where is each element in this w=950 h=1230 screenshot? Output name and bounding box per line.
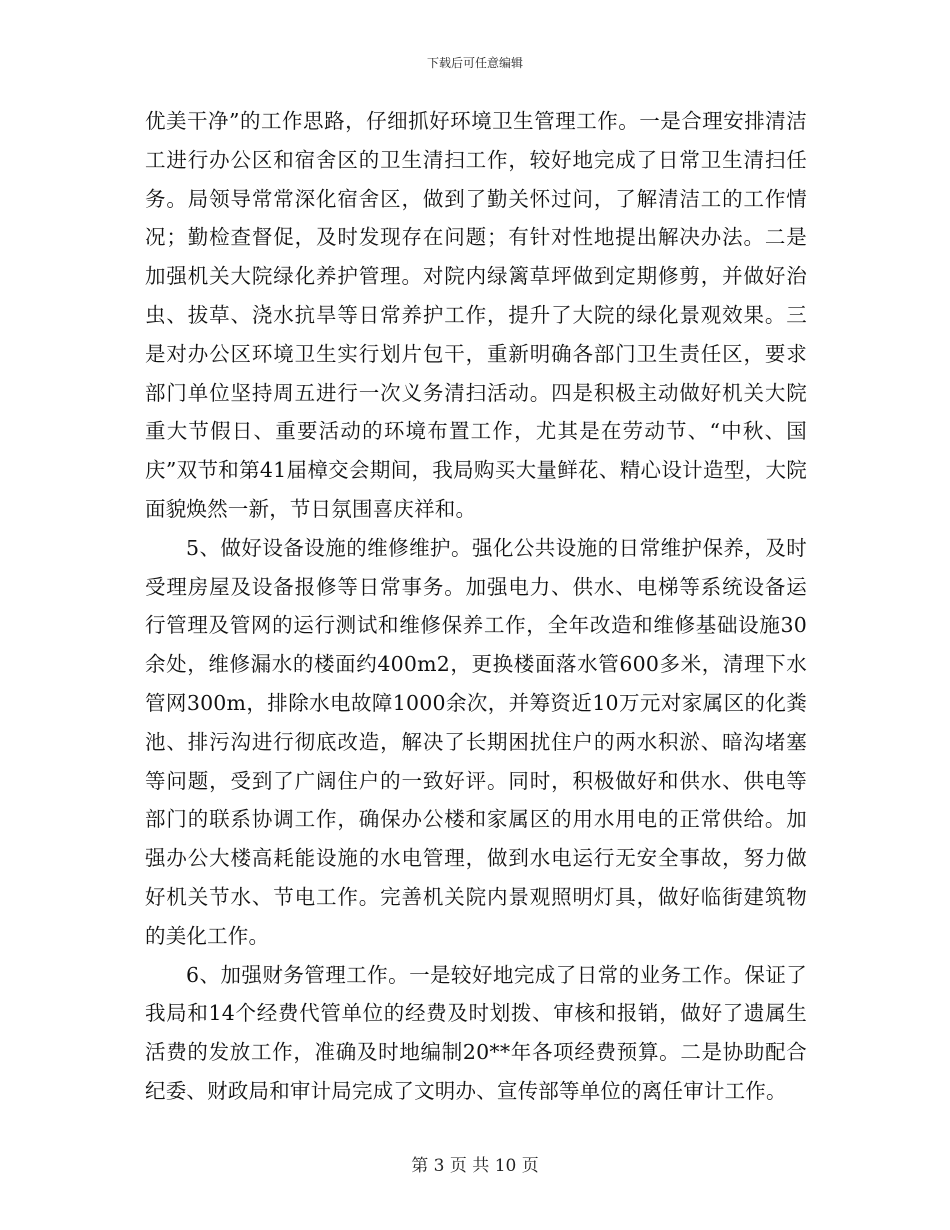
paragraph-environment: 优美干净”的工作思路，仔细抓好环境卫生管理工作。一是合理安排清洁工进行办公区和宿舍区的卫生清扫工作，较好地完成了日常卫生清扫任务。局领导常常深化宿舍区，做到了勤关怀过问，了解清洁工的工作情况；勤检查督促，及时发现存在问题；有针对性地提出解决办法。二是加强机关大院绿化养护管理。对院内绿篱草坪做到定期修剪，并做好治虫、拔草、浇水抗旱等日常养护工作，提升了大院的绿化景观效果。三是对办公区环境卫生实行划片包干，重新明确各部门卫生责任区，要求部门单位坚持周五进行一次义务清扫活动。四是积极主动做好机关大院重大节假日、重要活动的环境布置工作，尤其是在劳动节、“中秋、国庆”双节和第41届樟交会期间，我局购买大量鲜花、精心设计造型，大院面貌焕然一新，节日氛围喜庆祥和。 — [145, 109, 807, 521]
document-body — [145, 102, 807, 1111]
paragraph-finance: 6、加强财务管理工作。一是较好地完成了日常的业务工作。保证了我局和14个经费代管单位的经费及时划拨、审核和报销，做好了遗属生活费的发放工作，准确及时地编制20**年各项经费预算。二是协助配合纪委、财政局和审计局完成了文明办、宣传部等单位的离任审计工作。 — [145, 962, 807, 1103]
paragraph-maintenance: 5、做好设备设施的维修维护。强化公共设施的日常维护保养，及时受理房屋及设备报修等日常事务。加强电力、供水、电梯等系统设备运行管理及管网的运行测试和维修保养工作，全年改造和维修基础设施30余处，维修漏水的楼面约400m2，更换楼面落水管600多米，清理下水管网300m，排除水电故障1000余次，并筹资近10万元对家属区的化粪池、排污沟进行彻底改造，解决了长期困扰住户的两水积淤、暗沟堵塞等问题，受到了广阔住户的一致好评。同时，积极做好和供水、供电等部门的联系协调工作，确保办公楼和家属区的用水用电的正常供给。加强办公大楼高耗能设施的水电管理，做到水电运行无安全事故，努力做好机关节水、节电工作。完善机关院内景观照明灯具，做好临街建筑物的美化工作。 — [145, 535, 807, 948]
header-note: 下载后可任意编辑 — [426, 56, 523, 70]
page-number-footer: 第 3 页 共 10 页 — [411, 1156, 539, 1176]
